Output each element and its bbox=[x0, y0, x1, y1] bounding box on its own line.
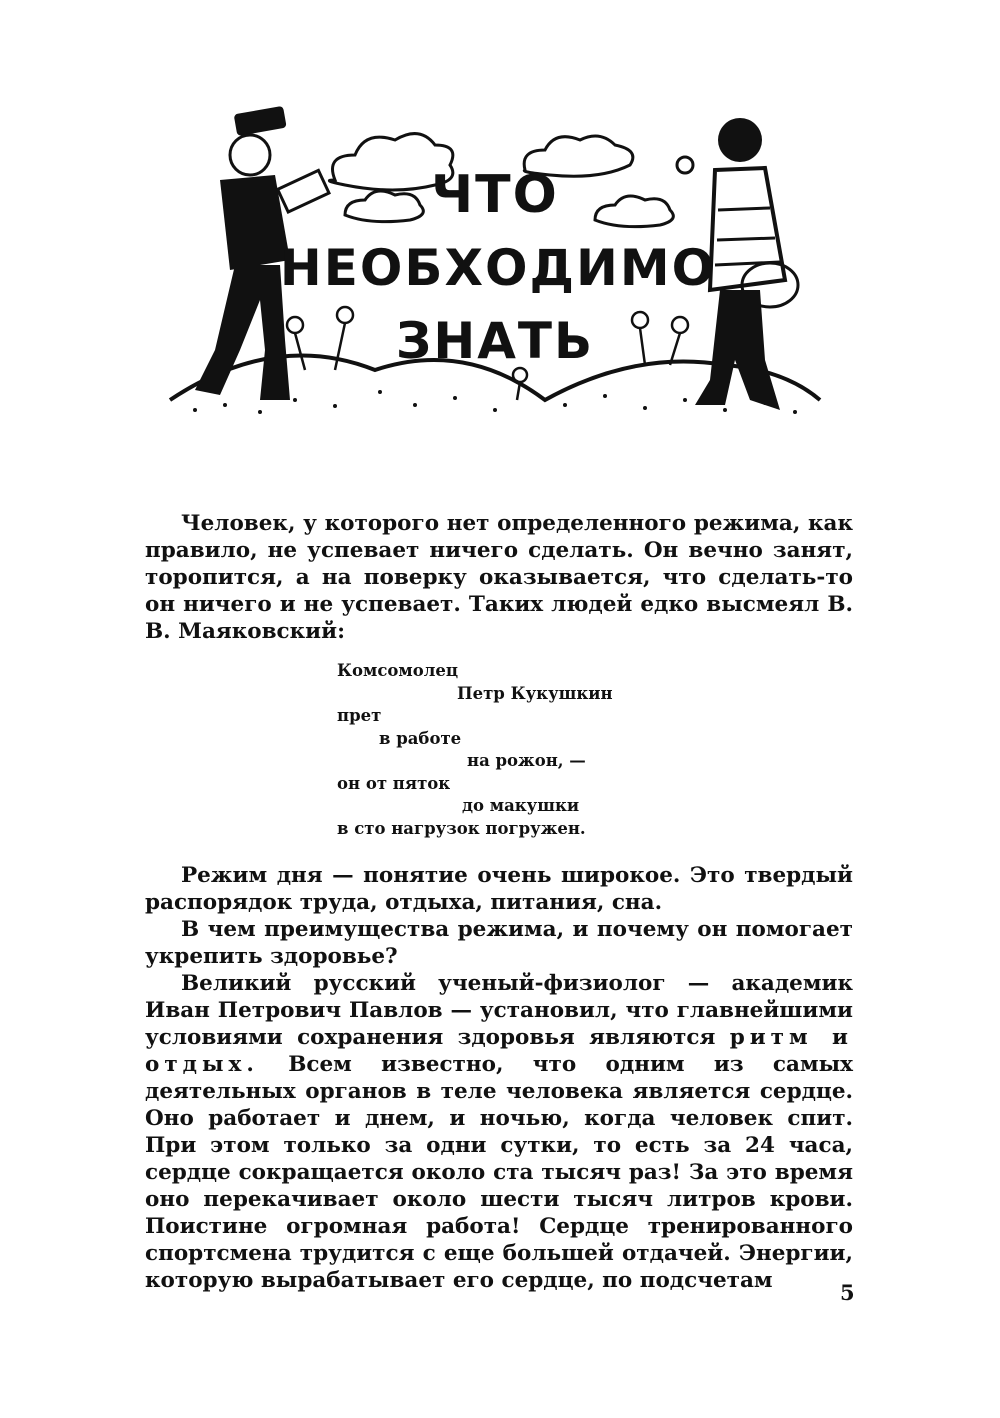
poem-line: до макушки bbox=[462, 796, 580, 815]
poem-line: прет bbox=[337, 706, 382, 725]
poem-line: на рожон, — bbox=[467, 751, 586, 770]
header-illustration bbox=[165, 100, 825, 435]
intro-paragraph-block bbox=[145, 510, 853, 645]
paragraph-question: В чем преимущества режима, и почему он помогает укрепить здоровье? bbox=[145, 917, 853, 969]
poem-line: Комсомолец bbox=[337, 661, 459, 680]
pavlov-emphasis: ритм и отдых. bbox=[145, 1025, 853, 1077]
paragraph-regime: Режим дня — понятие очень широкое. Это твердый распорядок труда, отдыха, питания, сна. bbox=[145, 863, 853, 915]
poem-line: Петр Кукушкин bbox=[457, 683, 613, 703]
main-text-block bbox=[145, 862, 853, 1294]
poem-line: в работе bbox=[379, 728, 462, 748]
title-line-1: ЧТО bbox=[431, 165, 559, 225]
pavlov-text-after: Всем известно, что одним из самых деятельных органов в теле человека является сердце. Оно работает и днем, и ночью, когда человек спит. При этом только за одни сутки, то есть за 24 часа, сердце сокращается около ста тысяч раз! За это время оно перекачивает около шести тысяч литров крови. Поистине огромная работа! Сердце тренированного спортсмена трудится с еще большей отдачей. Энергии, которую вырабатывает его сердце, по подсчетам bbox=[145, 1052, 853, 1293]
title-line-2: НЕОБХОДИМО bbox=[279, 239, 717, 297]
poem-quote bbox=[337, 660, 657, 840]
poem-line: он от пяток bbox=[337, 773, 451, 793]
pavlov-text-before: Великий русский ученый-физиолог — академик Иван Петрович Павлов — установил, что главнейшими условиями сохранения здоровья являются bbox=[145, 971, 853, 1050]
intro-paragraph: Человек, у которого нет определенного режима, как правило, не успевает ничего сделать. Он вечно занят, торопится, а на поверку оказывается, что сделать-то он ничего и не успевает. Таких людей едко высмеял В. В. Маяковский: bbox=[145, 511, 853, 644]
title-line-3: ЗНАТЬ bbox=[395, 312, 595, 370]
paragraph-pavlov bbox=[145, 970, 853, 1294]
poem-line: в сто нагрузок погружен. bbox=[337, 818, 586, 838]
page-number: 5 bbox=[840, 1280, 855, 1305]
